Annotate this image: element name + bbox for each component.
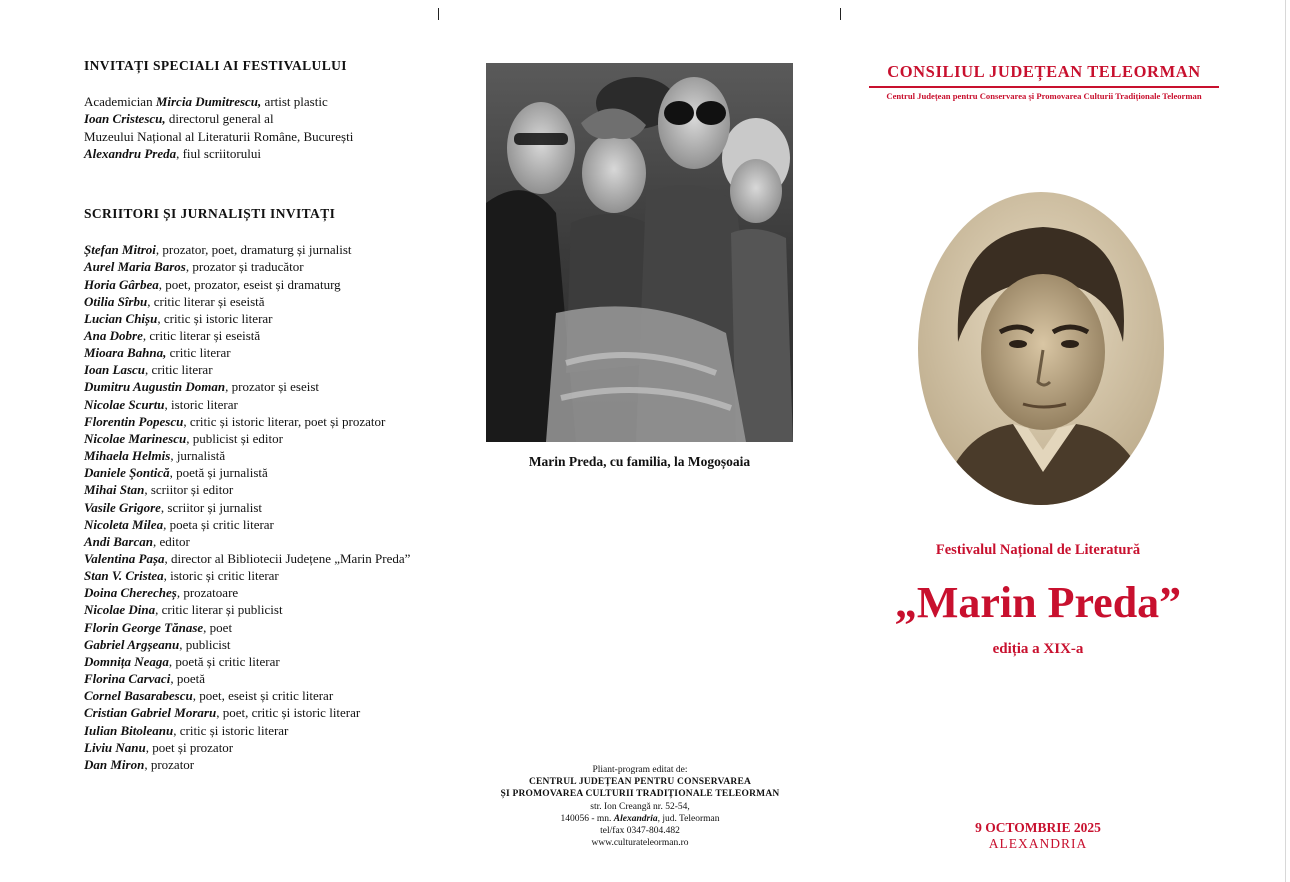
portrait-photo bbox=[918, 192, 1164, 505]
writer-role: , publicist și editor bbox=[186, 430, 283, 446]
writer-role: , prozatoare bbox=[176, 585, 239, 601]
page-edge bbox=[1285, 0, 1286, 882]
writer-name: Ioan Lascu bbox=[84, 362, 146, 378]
event-date-block bbox=[866, 820, 1210, 851]
writer-role: , poetă și jurnalistă bbox=[169, 465, 268, 481]
writer-role: critic literar bbox=[166, 345, 231, 361]
writer-role: , poet, eseist și critic literar bbox=[192, 688, 334, 704]
writer-name: Mioara Bahna, bbox=[84, 345, 167, 361]
event-date: 9 OCTOMBRIE 2025 bbox=[975, 820, 1101, 835]
writer-role: , istoric literar bbox=[164, 396, 238, 412]
guest-role: directorul general al bbox=[165, 111, 274, 127]
county: , jud. Teleorman bbox=[657, 813, 720, 824]
guest-role: Muzeului Național al Literaturii Române, București bbox=[84, 128, 354, 144]
fold-mark-right bbox=[840, 8, 841, 20]
family-photo bbox=[486, 63, 793, 442]
writer-role: , prozator bbox=[144, 756, 195, 772]
event-city: ALEXANDRIA bbox=[988, 835, 1088, 851]
city-name: Alexandria bbox=[613, 813, 658, 824]
writer-name: Domnița Neaga bbox=[84, 653, 169, 669]
writer-name: Vasile Grigore bbox=[84, 499, 161, 515]
photo-caption: Marin Preda, cu familia, la Mogoșoaia bbox=[528, 454, 751, 469]
writer-entry bbox=[84, 258, 464, 275]
special-guest-line bbox=[84, 128, 464, 145]
publisher-info bbox=[470, 764, 810, 849]
writers-list bbox=[84, 241, 464, 773]
writer-name: Cornel Basarabescu bbox=[84, 688, 193, 704]
writer-name: Andi Barcan bbox=[84, 533, 153, 549]
guest-role: artist plastic bbox=[261, 94, 328, 109]
writer-entry bbox=[84, 653, 464, 670]
writer-entry bbox=[84, 687, 464, 704]
writer-role: , critic literar bbox=[145, 362, 213, 378]
left-panel bbox=[84, 58, 464, 773]
writer-name: Gabriel Argșeanu bbox=[84, 636, 180, 652]
writer-name: Otilia Sîrbu bbox=[84, 293, 148, 309]
guest-role: , fiul scriitorului bbox=[176, 145, 261, 161]
writer-entry bbox=[84, 670, 464, 687]
writers-heading: SCRIITORI ȘI JURNALIȘTI INVITAȚI bbox=[84, 206, 336, 222]
guest-name: Ioan Cristescu, bbox=[84, 111, 166, 127]
writer-entry bbox=[84, 413, 464, 430]
writer-entry bbox=[84, 396, 464, 413]
writer-name: Nicolae Marinescu bbox=[84, 430, 187, 446]
writer-entry bbox=[84, 464, 464, 481]
writer-entry bbox=[84, 293, 464, 310]
writer-role: , director al Bibliotecii Județene „Marin Preda” bbox=[164, 551, 411, 566]
special-guest-line bbox=[84, 145, 464, 162]
writer-role: , scriitor și editor bbox=[144, 482, 234, 498]
writer-role: , poet, critic și istoric literar bbox=[216, 705, 361, 721]
guest-title: Academician bbox=[84, 94, 156, 109]
publisher-phone: tel/fax 0347-804.482 bbox=[600, 826, 680, 837]
writer-role: , prozator și eseist bbox=[225, 379, 320, 395]
writer-name: Aurel Maria Baros bbox=[84, 259, 186, 275]
writer-entry bbox=[84, 567, 464, 584]
publisher-website: www.culturateleorman.ro bbox=[591, 838, 689, 849]
writer-entry bbox=[84, 756, 464, 773]
writer-role: , critic și istoric literar bbox=[157, 310, 273, 326]
writer-entry bbox=[84, 704, 464, 721]
writer-entry bbox=[84, 447, 464, 464]
writer-name: Doina Cherecheș bbox=[84, 585, 177, 601]
writer-entry bbox=[84, 276, 464, 293]
writer-name: Florin George Tănase bbox=[84, 619, 204, 635]
writer-entry bbox=[84, 636, 464, 653]
publisher-street: str. Ion Creangă nr. 52-54, bbox=[590, 801, 690, 812]
writer-role: , poetă bbox=[170, 671, 205, 687]
writer-entry bbox=[84, 499, 464, 516]
writer-entry bbox=[84, 241, 464, 258]
writer-name: Liviu Nanu bbox=[84, 739, 146, 755]
writer-role: , poeta și critic literar bbox=[163, 516, 274, 532]
writer-role: , critic și istoric literar bbox=[173, 722, 289, 738]
writer-name: Florina Carvaci bbox=[84, 671, 171, 687]
guest-name: Alexandru Preda bbox=[84, 145, 177, 161]
writer-name: Florentin Popescu bbox=[84, 413, 184, 429]
writer-entry bbox=[84, 310, 464, 327]
writer-name: Nicolae Dina bbox=[84, 602, 156, 618]
special-guest-line bbox=[84, 93, 464, 110]
writer-entry bbox=[84, 739, 464, 756]
writer-role: , critic literar și publicist bbox=[155, 602, 283, 618]
writer-entry bbox=[84, 619, 464, 636]
fold-mark-left bbox=[438, 8, 439, 20]
writer-role: , poet bbox=[203, 619, 233, 635]
writer-name: Ana Dobre bbox=[84, 327, 143, 343]
special-guests-heading: INVITAȚI SPECIALI AI FESTIVALULUI bbox=[84, 58, 347, 73]
publisher-name-line2: ȘI PROMOVAREA CULTURII TRADIȚIONALE TELEORMAN bbox=[500, 789, 780, 800]
writer-role: , editor bbox=[153, 533, 190, 549]
writer-name: Ștefan Mitroi bbox=[84, 242, 156, 258]
guest-name: Mircia Dumitrescu, bbox=[155, 94, 262, 109]
publisher-intro: Pliant-program editat de: bbox=[592, 765, 688, 775]
writer-name: Daniele Șontică bbox=[84, 465, 170, 481]
writer-entry bbox=[84, 601, 464, 618]
writer-entry bbox=[84, 327, 464, 344]
writer-name: Stan V. Cristea bbox=[84, 568, 164, 584]
writer-name: Lucian Chișu bbox=[84, 310, 158, 326]
organization-header bbox=[866, 62, 1222, 101]
writer-entry bbox=[84, 481, 464, 498]
publisher-city bbox=[470, 813, 810, 825]
writer-role: , istoric și critic literar bbox=[163, 568, 279, 584]
writer-role: , poetă și critic literar bbox=[168, 653, 280, 669]
writer-entry bbox=[84, 361, 464, 378]
writer-role: , critic și istoric literar, poet și prozator bbox=[183, 413, 386, 429]
writer-role: , publicist bbox=[179, 636, 231, 652]
org-divider bbox=[869, 86, 1219, 88]
org-title: CONSILIUL JUDEȚEAN TELEORMAN bbox=[887, 62, 1201, 81]
writer-name: Dan Miron bbox=[84, 756, 145, 772]
org-subtitle: Centrul Județean pentru Conservarea și Promovarea Culturii Tradiționale Teleorman bbox=[886, 91, 1202, 101]
festival-edition: ediția a XIX-a bbox=[992, 641, 1084, 657]
writer-entry bbox=[84, 378, 464, 395]
writer-entry bbox=[84, 584, 464, 601]
writer-entry bbox=[84, 516, 464, 533]
festival-label: Festivalul Național de Literatură bbox=[935, 542, 1141, 558]
writer-entry bbox=[84, 430, 464, 447]
writer-name: Horia Gârbea bbox=[84, 276, 159, 292]
writer-role: , prozator, poet, dramaturg și jurnalist bbox=[155, 242, 352, 258]
writer-role: , critic literar și eseistă bbox=[147, 293, 265, 309]
postal-code: 140056 - mn. bbox=[560, 813, 614, 824]
writer-name: Valentina Pașa bbox=[84, 551, 165, 566]
festival-name: „Marin Preda” bbox=[894, 578, 1182, 627]
special-guest-line bbox=[84, 110, 464, 127]
writer-name: Mihai Stan bbox=[84, 482, 145, 498]
writer-entry bbox=[84, 722, 464, 739]
writer-role: , jurnalistă bbox=[170, 448, 226, 464]
writer-name: Mihaela Helmis bbox=[84, 448, 171, 464]
writer-name: Dumitru Augustin Doman bbox=[84, 379, 226, 395]
writer-role: , prozator și traducător bbox=[185, 259, 304, 275]
writer-role: , scriitor și jurnalist bbox=[160, 499, 263, 515]
special-guests-list bbox=[84, 93, 464, 162]
writer-name: Cristian Gabriel Moraru bbox=[84, 705, 217, 721]
writer-name: Nicolae Scurtu bbox=[84, 396, 165, 412]
writer-entry bbox=[84, 533, 464, 550]
writer-entry bbox=[84, 344, 464, 361]
writer-role: , critic literar și eseistă bbox=[142, 327, 261, 343]
writer-entry bbox=[84, 550, 464, 567]
publisher-name-line1: CENTRUL JUDEȚEAN PENTRU CONSERVAREA bbox=[528, 777, 752, 788]
writer-role: , poet și prozator bbox=[145, 739, 234, 755]
writer-name: Nicoleta Milea bbox=[84, 516, 164, 532]
writer-role: , poet, prozator, eseist și dramaturg bbox=[158, 276, 341, 292]
writer-name: Iulian Bitoleanu bbox=[84, 722, 174, 738]
